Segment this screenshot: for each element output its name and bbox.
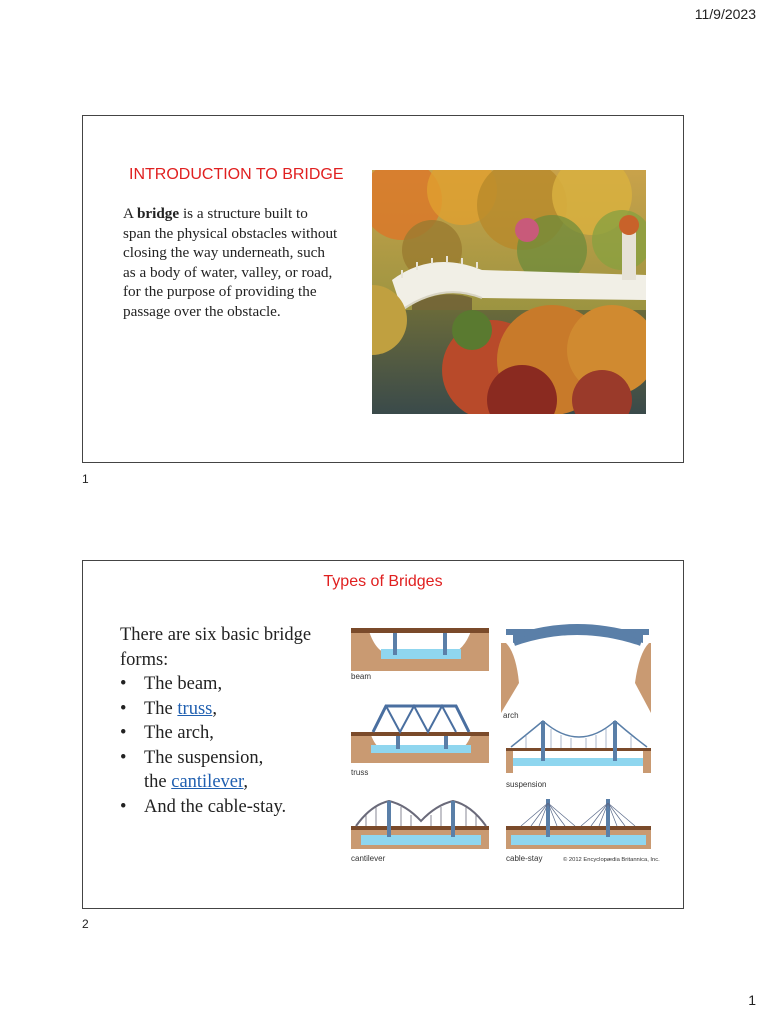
slide-2-body [120, 623, 340, 819]
cable-stay-diagram [506, 799, 660, 863]
slide-1-title: INTRODUCTION TO BRIDGE [129, 166, 344, 183]
slide-2-number: 2 [82, 917, 89, 931]
list-item-beam: • The beam, [120, 674, 223, 694]
body-bold-term: bridge [136, 205, 180, 222]
slide-2-title: Types of Bridges [323, 573, 443, 590]
truss-label: truss [351, 768, 369, 777]
cantilever-link[interactable]: cantilever [171, 772, 244, 792]
suspension-label: suspension [506, 780, 547, 789]
list-item-arch: • The arch, [120, 723, 214, 743]
slide-1-body [123, 204, 338, 321]
beam-label: beam [351, 672, 372, 681]
copyright-text: © 2012 Encyclopædia Britannica, Inc. [563, 857, 660, 863]
arch-diagram [501, 624, 651, 720]
date-header: 11/9/2023 [694, 6, 756, 22]
intro-text: There are six basic bridge forms: [120, 625, 312, 670]
body-rest: is a structure built to span the physical obstacles without closing the way underneath, such as a body of water, valley, or road, for the purpose of providing the passage over the obstacle. [123, 205, 338, 320]
bridge-photo [372, 170, 646, 414]
cantilever-label: cantilever [351, 854, 386, 863]
arch-label: arch [503, 711, 519, 720]
cantilever-diagram [351, 801, 489, 863]
slide-1-number: 1 [82, 472, 89, 486]
list-item-truss: • The truss, [120, 698, 217, 719]
bridge-types-diagram [351, 623, 661, 871]
body-lead: A [123, 205, 137, 222]
suspension-diagram [506, 721, 651, 789]
list-item-cantilever: the cantilever, [144, 772, 249, 792]
truss-link[interactable]: truss [177, 698, 213, 719]
list-item-cable-stay: • And the cable-stay. [120, 796, 287, 817]
page-number: 1 [748, 992, 756, 1008]
slide-2 [82, 560, 684, 909]
cable-stay-label: cable-stay [506, 854, 543, 863]
list-item-suspension: • The suspension, [120, 747, 264, 768]
slide-1 [82, 115, 684, 463]
truss-diagram [351, 706, 489, 777]
bridge-types-list [120, 672, 340, 819]
beam-diagram [351, 628, 489, 681]
